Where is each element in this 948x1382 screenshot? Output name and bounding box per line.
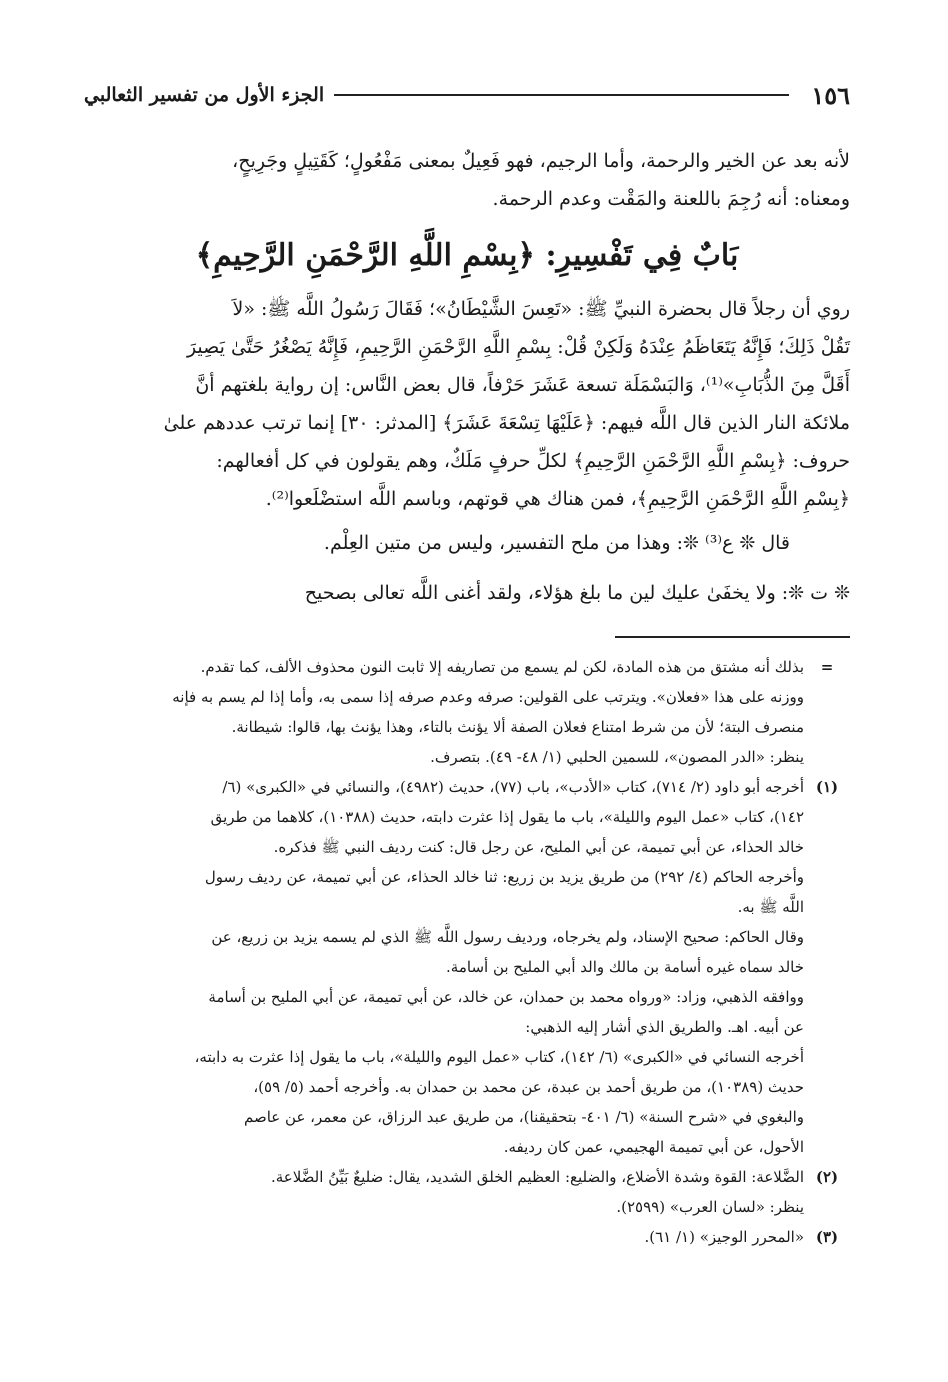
footnote-marker: (٣) (815, 1228, 839, 1246)
footnote-line: «المحرر الوجيز» (١/ ٦١). (644, 1228, 804, 1246)
footnotes (84, 652, 850, 1252)
footnote-line: ووزنه على هذا «فعلان». ويترتب على القولين: صرفه وعدم صرفه إذا سمى به، وأما إذا لم يسم به فإنه (172, 688, 804, 706)
commentary-line-ain: قال ❊ ع⁽³⁾ ❊: وهذا من ملح التفسير، وليس من متين العِلْم. (323, 532, 790, 554)
main-text (84, 142, 850, 612)
chapter-title: بَابٌ فِي تَفْسِيرِ: ﴿بِسْمِ اللَّهِ الرَّحْمَنِ الرَّحِيمِ﴾ (195, 238, 739, 273)
page-number: ١٥٦ (811, 80, 850, 110)
footnote-line: أخرجه النسائي في «الكبرى» (٦/ ١٤٢)، كتاب «عمل اليوم والليلة»، باب ما يقول إذا عثرت به دابته، (194, 1048, 804, 1066)
paragraph-line: ﴿بِسْمِ اللَّهِ الرَّحْمَنِ الرَّحِيمِ﴾، فمن هناك هي قوتهم، وباسم اللَّه استضْلَعوا⁽²⁾. (265, 488, 850, 510)
commentary-line-ta: ❊ ت ❊: ولا يخفَىٰ عليك لين ما بلغ هؤلاء، ولقد أغنى اللَّه تعالى بصحيح (304, 582, 850, 604)
footnote-line: الأحول، عن أبي تميمة الهجيمي، عمن كان رديفه. (503, 1138, 804, 1156)
footnote-continued (84, 652, 850, 772)
paragraph-line: تَقُلْ ذَلِكَ؛ فَإِنَّهُ يَتَعَاظَمُ عِنْدَهُ وَلَكِنْ قُلْ: بِسْمِ اللَّهِ الرَّحْمَنِ الرَّحِيمِ، فَإِنَّهُ يَصْغُرُ حَتَّىٰ يَصِيرَ (186, 336, 850, 358)
footnote-line: خالد سماه غيره أسامة بن مالك والد أبي المليح بن أسامة. (446, 958, 804, 976)
footnote-line: الضَّلاعة: القوة وشدة الأضلاع، والضليع: العظيم الخلق الشديد، يقال: ضليعٌ بَيِّنُ الضَّلاعة. (270, 1168, 804, 1186)
running-title: الجزء الأول من تفسير الثعالبي (84, 84, 325, 106)
footnote-line: وأخرجه الحاكم (٤/ ٢٩٢) من طريق يزيد بن زريع: ثنا خالد الحذاء، عن أبي تميمة، عن رديف رسول (204, 868, 804, 886)
paragraph-line: حروف: ﴿بِسْمِ اللَّهِ الرَّحْمَنِ الرَّحِيمِ﴾ لكلِّ حرفٍ مَلَكٌ، وهم يقولون في كل أفعالهم: (216, 450, 850, 472)
footnote-line: بذلك أنه مشتق من هذه المادة، لكن لم يسمع من تصاريفه إلا ثابت النون محذوف الألف، كما تقدم. (200, 658, 804, 676)
running-header (84, 78, 850, 112)
paragraph-line: ملائكة النار الذين قال اللَّه فيهم: ﴿عَلَيْهَا تِسْعَةَ عَشَرَ﴾ [المدثر: ٣٠] إنما ترتب عددهم علىٰ (163, 412, 850, 434)
footnote-line: عن أبيه. اهـ. والطريق الذي أشار إليه الذهبي: (525, 1018, 804, 1036)
footnote-line: وقال الحاكم: صحيح الإسناد، ولم يخرجاه، ورديف رسول اللَّه ﷺ الذي لم يسمه يزيد بن زريع، عن (211, 928, 804, 946)
footnote-1 (84, 772, 850, 1162)
footnote-line: ينظر: «الدر المصون»، للسمين الحلبي (١/ ٤٨- ٤٩). بتصرف. (430, 748, 804, 766)
header-rule (334, 94, 789, 96)
footnote-line: أخرجه أبو داود (٢/ ٧١٤)، كتاب «الأدب»، باب (٧٧)، حديث (٤٩٨٢)، والنسائي في «الكبرى» (٦/ (222, 778, 804, 796)
footnote-3 (84, 1222, 850, 1252)
footnote-2 (84, 1162, 850, 1222)
footnote-line: ينظر: «لسان العرب» (٢٥٩٩). (616, 1198, 804, 1216)
footnote-marker: (١) (815, 778, 839, 796)
footnote-line: اللَّه ﷺ به. (737, 898, 804, 916)
footnote-line: ١٤٢)، كتاب «عمل اليوم والليلة»، باب ما يقول إذا عثرت دابته، حديث (١٠٣٨٨)، كلاهما من طريق (210, 808, 804, 826)
footnote-marker: (٢) (815, 1168, 839, 1186)
footnote-line: ووافقه الذهبي، وزاد: «ورواه محمد بن حمدان، عن خالد، عن أبي تميمة، عن أبي المليح بن أسامة (208, 988, 804, 1006)
intro-line: لأنه بعد عن الخير والرحمة، وأما الرجيم، فهو فَعِيلٌ بمعنى مَفْعُولٍ؛ كَقَتِيلٍ وجَرِيحٍ، (232, 150, 850, 172)
footnote-line: منصرف البتة؛ لأن من شرط امتناع فعلان الصفة ألا يؤنث بالتاء، وهذا يؤنث بها، قالوا: شيطانة. (231, 718, 804, 736)
footnote-line: حديث (١٠٣٨٩)، من طريق أحمد بن عبدة، عن محمد بن حمدان به. وأخرجه أحمد (٥/ ٥٩)، (253, 1078, 804, 1096)
footnote-line: خالد الحذاء، عن أبي تميمة، عن أبي المليح، عن رجل قال: كنت رديف النبي ﷺ فذكره. (273, 838, 804, 856)
paragraph-line: أَقَلَّ مِنَ الذُّبَابِ»⁽¹⁾، وَالبَسْمَلَة تسعة عَشَرَ حَرْفاً، قال بعض النَّاس: إن رواية بلغتهم أنَّ (195, 374, 850, 396)
footnote-marker: = (820, 658, 834, 676)
footnote-line: والبغوي في «شرح السنة» (٦/ ٤٠١- بتحقيقنا)، من طريق عبد الرزاق، عن معمر، عن عاصم (244, 1108, 804, 1126)
intro-line: ومعناه: أنه رُجِمَ باللعنة والمَقْت وعدم الرحمة. (492, 188, 850, 210)
footnote-rule (615, 636, 850, 638)
paragraph-line: روي أن رجلاً قال بحضرة النبيِّ ﷺ: «تَعِسَ الشَّيْطَانُ»؛ فَقَالَ رَسُولُ اللَّه ﷺ: «لاَ (232, 298, 850, 320)
